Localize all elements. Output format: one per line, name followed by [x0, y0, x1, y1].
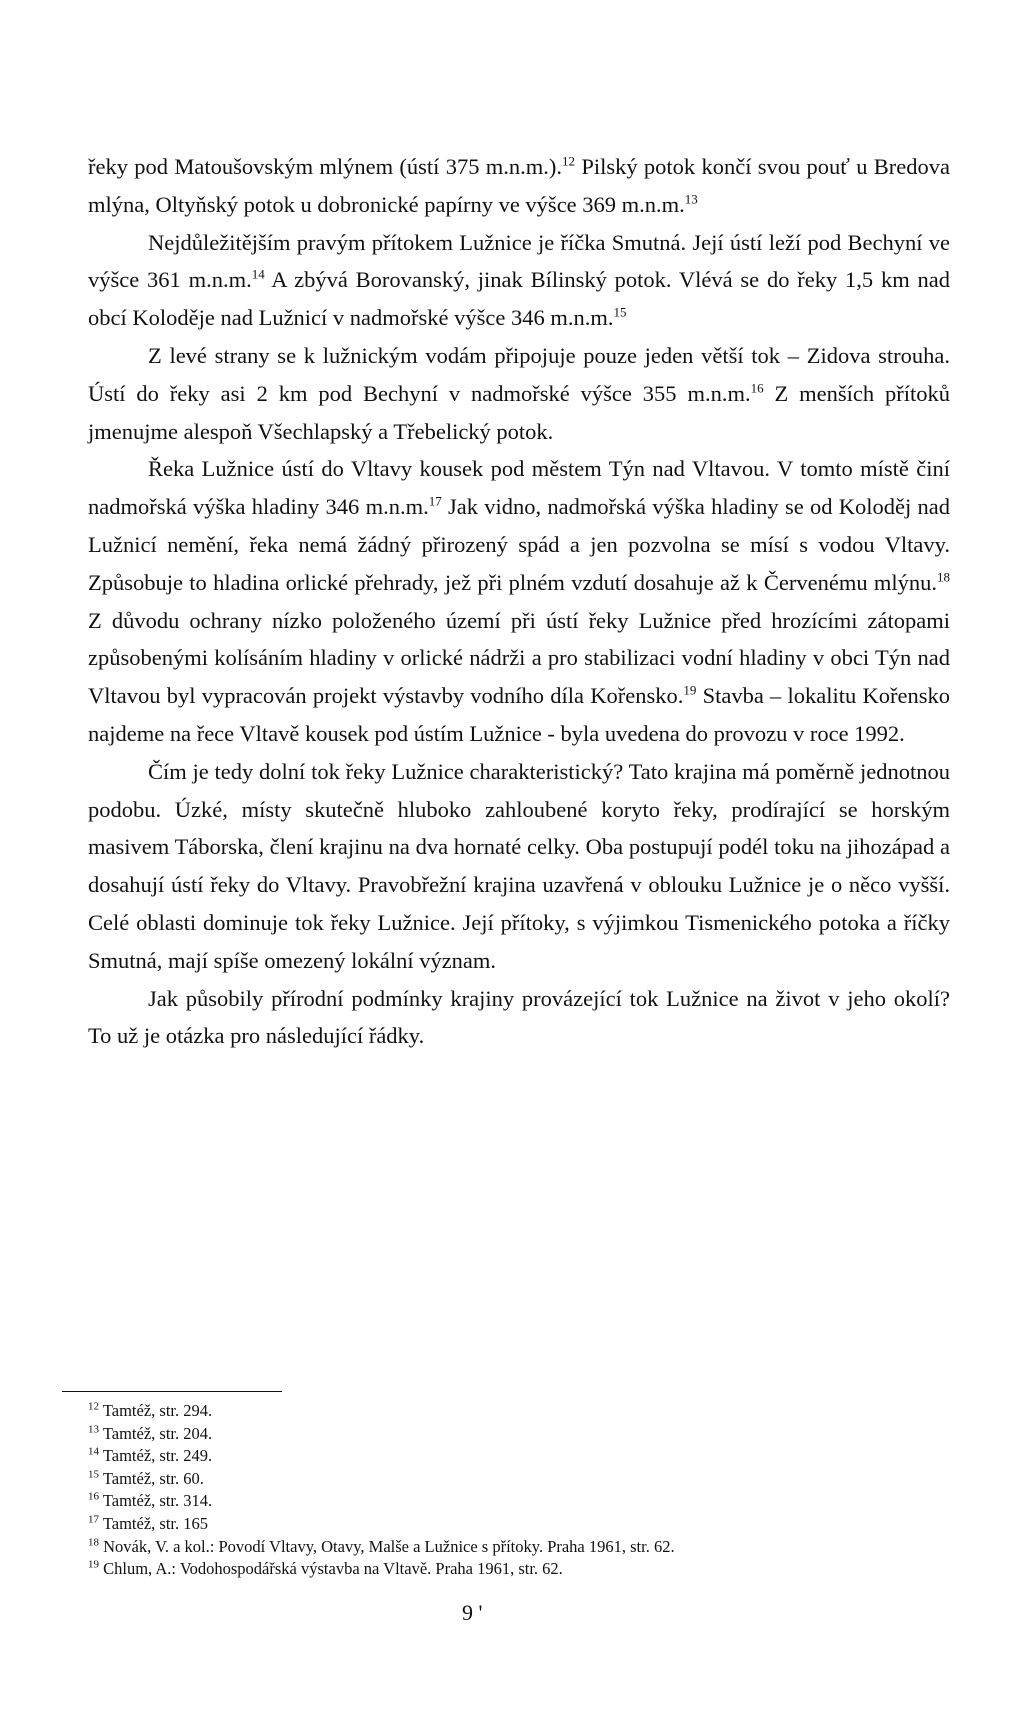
footnote-number: 16: [88, 1490, 99, 1503]
footnote: [88, 1536, 948, 1559]
paragraph-text: Jak vidno, nadmořská výška hladiny se od Koloděj nad Lužnicí nemění, řeka nemá žádný přirozený spád a jen pozvolna se mísí s vodou Vltavy. Způsobuje to hladina orlické přehrady, jež při plném vzdutí dosahuje až k Červenému mlýnu.: [88, 494, 950, 595]
paragraph-text: Z menších přítoků jmenujme alespoň Všechlapský a Třebelický potok.: [88, 380, 950, 444]
footnote-text: Tamtéž, str. 165: [102, 1513, 208, 1533]
footnote-reference: 19: [683, 682, 697, 698]
footnote-reference: 12: [562, 153, 576, 169]
footnote-reference: 14: [251, 266, 265, 282]
footnote-number: 19: [88, 1558, 99, 1571]
footnote: [88, 1513, 948, 1536]
footnote-text: Novák, V. a kol.: Povodí Vltavy, Otavy, Malše a Lužnice s přítoky. Praha 1961, str. 62.: [103, 1536, 675, 1556]
footnote: [88, 1445, 948, 1468]
paragraph-text: Z důvodu ochrany nízko položeného území při ústí řeky Lužnice před hrozícími zátopami způsobenými kolísáním hladiny v orlické nádrži a pro stabilizaci vodní hladiny v obci Týn nad Vltavou byl vypracován projekt výstavby vodního díla Kořensko.: [88, 607, 950, 709]
footnote-text: Tamtéž, str. 314.: [102, 1491, 213, 1511]
paragraph-text: Pilský potok končí svou pouť u Bredova mlýna, Oltyňský potok u dobronické papírny ve výšce 369 m.n.m.: [88, 154, 950, 217]
footnote-number: 18: [88, 1536, 99, 1549]
paragraph: [88, 980, 950, 1056]
footnote-number: 13: [88, 1423, 99, 1436]
footnote: [88, 1558, 948, 1581]
paragraph-text: A zbývá Borovanský, jinak Bílinský potok. Vlévá se do řeky 1,5 km nad obcí Koloděje nad Lužnicí v nadmořské výšce 346 m.n.m.: [88, 267, 951, 331]
footnote-number: 15: [88, 1468, 99, 1481]
paragraph-text: Nejdůležitějším pravým přítokem Lužnice je říčka Smutná. Její ústí leží pod Bechyní ve výšce 361 m.n.m.: [88, 229, 950, 293]
footnotes: [88, 1400, 948, 1581]
footnote-number: 17: [88, 1513, 99, 1526]
paragraph-text: Z levé strany se k lužnickým vodám připojuje pouze jeden větší tok – Zidova strouha. Ústí do řeky asi 2 km pod Bechyní v nadmořské výšce 355 m.n.m.: [88, 342, 950, 406]
footnote: [88, 1468, 948, 1491]
footnote-text: Chlum, A.: Vodohospodářská výstavba na Vltavě. Praha 1961, str. 62.: [103, 1559, 563, 1579]
footnote-text: Tamtéž, str. 204.: [102, 1423, 213, 1443]
paragraph: [88, 337, 950, 450]
footnote-reference: 18: [937, 569, 950, 585]
footnote-text: Tamtéž, str. 249.: [102, 1446, 213, 1466]
paragraph-text: Jak působily přírodní podmínky krajiny provázející tok Lužnice na život v jeho okolí? To už je otázka pro následující řádky.: [88, 985, 950, 1049]
footnote-divider: [62, 1391, 282, 1392]
footnote-text: Tamtéž, str. 294.: [102, 1401, 213, 1420]
paragraph: [88, 450, 950, 752]
footnote: [88, 1423, 948, 1446]
footnote-reference: 13: [684, 191, 698, 207]
footnote: [88, 1400, 948, 1423]
paragraph-text: Stavba – lokalitu Kořensko najdeme na řece Vltavě kousek pod ústím Lužnice - byla uvedena do provozu v roce 1992.: [88, 683, 950, 746]
footnote-text: Tamtéž, str. 60.: [102, 1468, 204, 1488]
paragraph: [88, 224, 950, 337]
footnote-number: 12: [88, 1400, 99, 1413]
paragraph-text: řeky pod Matoušovským mlýnem (ústí 375 m.n.m.).: [88, 154, 563, 179]
footnote-reference: 17: [428, 493, 442, 509]
paragraph-text: Čím je tedy dolní tok řeky Lužnice charakteristický? Tato krajina má poměrně jednotnou podobu. Úzké, místy skutečně hluboko zahloubené koryto řeky, prodírající se horským masivem Táborska, člení krajinu na dva hornaté celky. Oba postupují podél toku na jihozápad a dosahují ústí řeky do Vltavy. Pravobřežní krajina uzavřená v oblouku Lužnice je o něco vyšší. Celé oblasti dominuje tok řeky Lužnice. Její přítoky, s výjimkou Tismenického potoka a říčky Smutná, mají spíše omezený lokální význam.: [88, 758, 950, 973]
paragraph: [88, 148, 950, 224]
footnote-reference: 15: [613, 304, 627, 320]
body-text: [88, 148, 950, 1055]
footnote-reference: 16: [750, 380, 764, 396]
paragraph: [88, 753, 950, 980]
page-number: 9 ': [462, 1600, 483, 1625]
paragraph-text: Řeka Lužnice ústí do Vltavy kousek pod městem Týn nad Vltavou. V tomto místě činí nadmořská výška hladiny 346 m.n.m.: [88, 456, 950, 520]
footnote: [88, 1490, 948, 1513]
footnote-number: 14: [88, 1445, 99, 1458]
